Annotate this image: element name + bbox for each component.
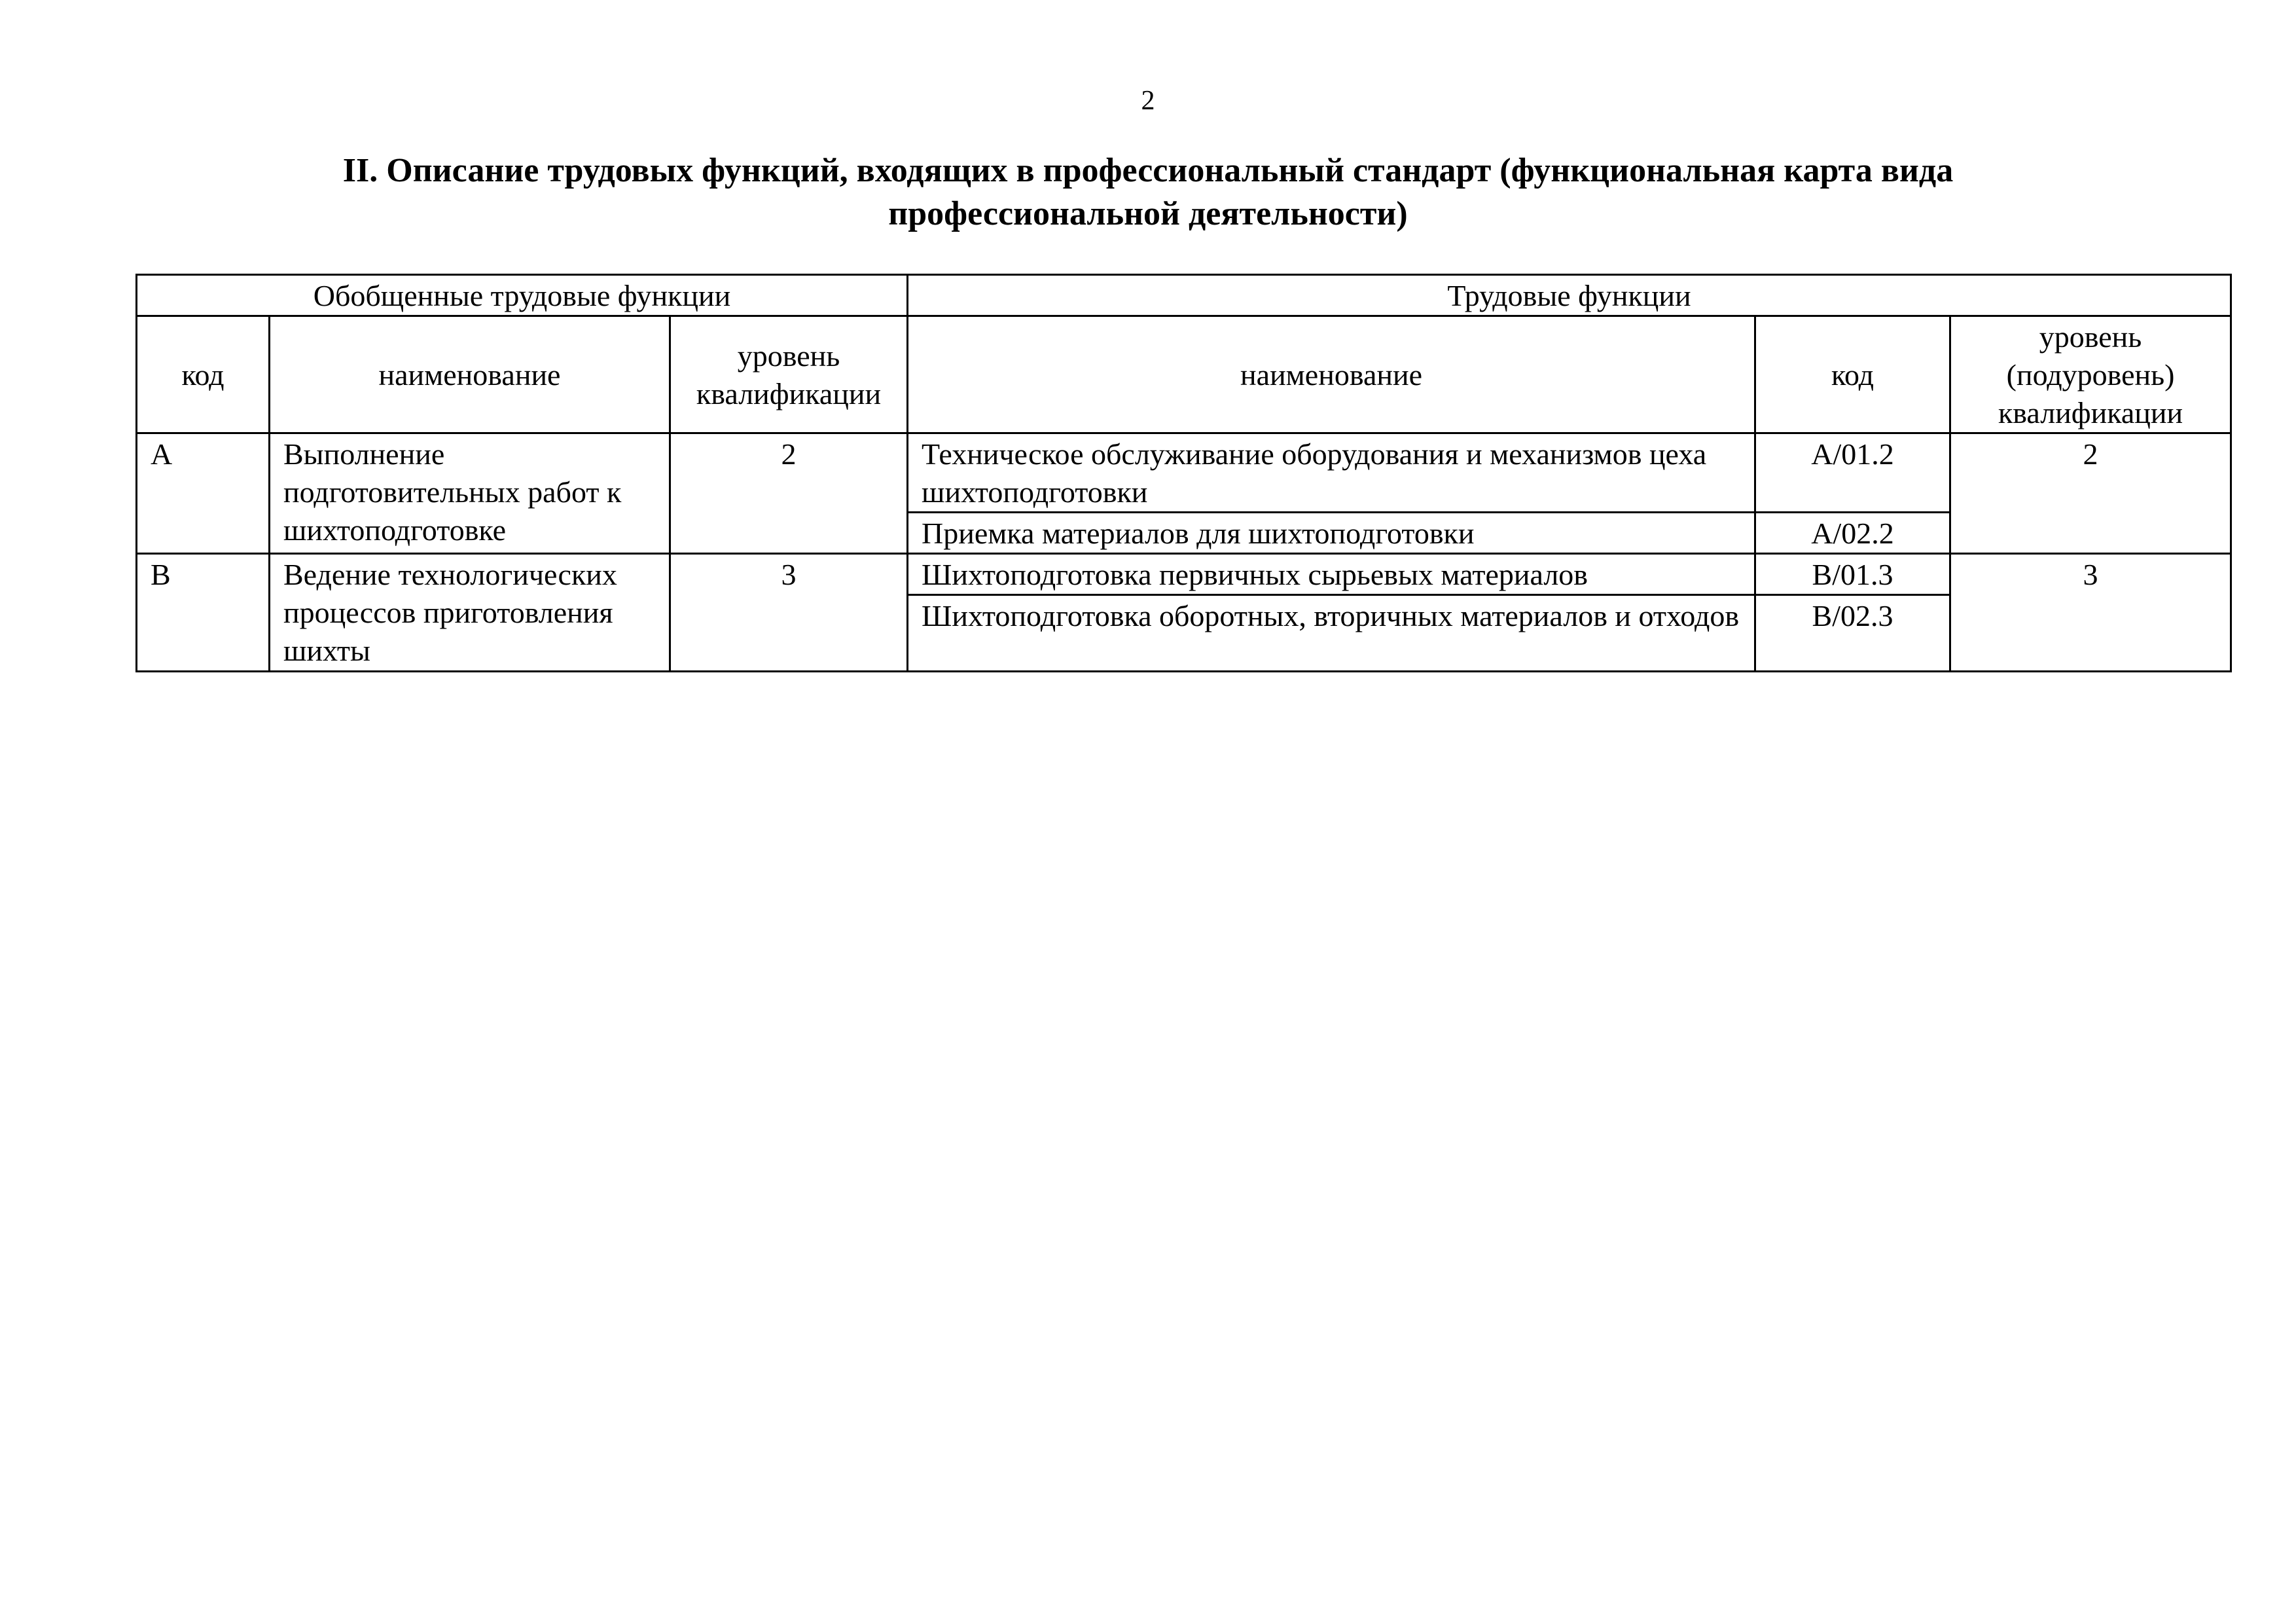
fn-code-cell: B/01.3 bbox=[1755, 554, 1950, 595]
fn-code-cell: A/01.2 bbox=[1755, 433, 1950, 513]
header-labor-functions: Трудовые функции bbox=[908, 275, 2231, 316]
table-row bbox=[137, 433, 2231, 513]
header-gen-level: уровень квалификации bbox=[670, 316, 908, 433]
gen-code-cell: B bbox=[137, 554, 270, 672]
header-fn-level: уровень (подуровень) квалификации bbox=[1950, 316, 2231, 433]
fn-name-cell: Приемка материалов для шихтоподготовки bbox=[908, 513, 1755, 554]
header-gen-name: наименование bbox=[270, 316, 670, 433]
fn-name-cell: Техническое обслуживание оборудования и механизмов цеха шихтоподготовки bbox=[908, 433, 1755, 513]
header-fn-code: код bbox=[1755, 316, 1950, 433]
column-header-row bbox=[137, 316, 2231, 433]
section-title: II. Описание трудовых функций, входящих в профессиональный стандарт (функциональная карта вида профессиональной деятельности) bbox=[342, 152, 1954, 232]
fn-level-cell: 2 bbox=[1950, 433, 2231, 554]
group-header-row bbox=[137, 275, 2231, 316]
gen-name-cell: Ведение технологических процессов приготовления шихты bbox=[270, 554, 670, 672]
fn-code-cell: B/02.3 bbox=[1755, 595, 1950, 672]
gen-name-cell: Выполнение подготовительных работ к шихтоподготовке bbox=[270, 433, 670, 554]
fn-level-cell: 3 bbox=[1950, 554, 2231, 672]
fn-name-cell: Шихтоподготовка первичных сырьевых материалов bbox=[908, 554, 1755, 595]
gen-code-cell: A bbox=[137, 433, 270, 554]
header-gen-code: код bbox=[137, 316, 270, 433]
header-fn-name: наименование bbox=[908, 316, 1755, 433]
table-row bbox=[137, 554, 2231, 595]
header-generalized-functions: Обобщенные трудовые функции bbox=[137, 275, 908, 316]
fn-name-cell: Шихтоподготовка оборотных, вторичных материалов и отходов bbox=[908, 595, 1755, 672]
gen-level-cell: 3 bbox=[670, 554, 908, 672]
fn-code-cell: A/02.2 bbox=[1755, 513, 1950, 554]
functional-map-table bbox=[135, 274, 2232, 672]
gen-level-cell: 2 bbox=[670, 433, 908, 554]
page-number: 2 bbox=[1141, 86, 1155, 116]
